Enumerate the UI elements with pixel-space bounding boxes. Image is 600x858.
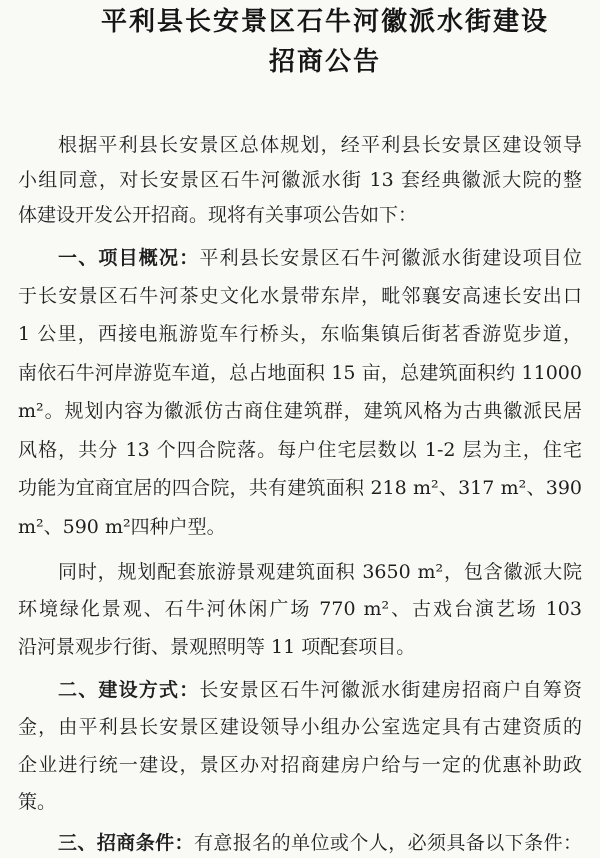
intro-line: 根据平利县长安景区总体规划，经平利县长安景区建设领导: [58, 134, 582, 156]
section-1-heading: 一、项目概况：: [58, 247, 200, 269]
document-title-line-1: 平利县长安景区石牛河徽派水街建设: [100, 7, 549, 37]
section-1-text: 平利县长安景区石牛河徽派水街建设项目位: [199, 247, 582, 269]
document-title-line-2: 招商公告: [268, 47, 381, 77]
section-2-text: 长安景区石牛河徽派水街建房招商户自筹资: [199, 679, 582, 701]
section-1-line: 南依石牛河岸游览车道，总占地面积 15 亩，总建筑面积约 11000: [18, 362, 582, 384]
section-1-line: m²。规划内容为徽派仿古商住建筑群，建筑风格为古典徽派民居: [18, 400, 582, 422]
section-1-line: 于长安景区石牛河茶史文化水景带东岸，毗邻襄安高速长安出口: [18, 285, 582, 307]
supplement-line: 同时，规划配套旅游景观建筑面积 3650 m²，包含徽派大院: [58, 561, 582, 583]
intro-line: 小组同意，对长安景区石牛河徽派水街 13 套经典徽派大院的整: [18, 169, 582, 191]
section-1-line: 功能为宜商宜居的四合院，共有建筑面积 218 m²、317 m²、390: [18, 477, 582, 499]
section-3-heading: 三、招商条件：: [58, 832, 194, 854]
section-1-first-line: [58, 244, 582, 272]
section-1-line: m²、590 m²四种户型。: [18, 516, 226, 538]
section-2-line: 企业进行统一建设，景区办对招商建房户给与一定的优惠补助政: [18, 754, 582, 776]
section-3-first-line: [58, 829, 582, 857]
section-1-line: 风格，共分 13 个四合院落。每户住宅层数以 1-2 层为主，住宅: [18, 439, 582, 461]
section-3-text: 有意报名的单位或个人，必须具备以下条件：: [193, 832, 582, 854]
section-2-first-line: [58, 676, 582, 704]
section-2-line: 金，由平利县长安景区建设领导小组办公室选定具有古建资质的: [18, 716, 582, 738]
section-2-line: 策。: [18, 791, 57, 813]
supplement-line: 环境绿化景观、石牛河休闲广场 770 m²、古戏台演艺场 103: [18, 598, 582, 620]
supplement-line: 沿河景观步行街、景观照明等 11 项配套项目。: [18, 636, 416, 658]
section-1-line: 1 公里，西接电瓶游览车行桥头，东临集镇后街茗香游览步道，: [18, 323, 582, 345]
section-2-heading: 二、建设方式：: [58, 679, 200, 701]
intro-line: 体建设开发公开招商。现将有关事项公告如下：: [18, 204, 418, 226]
